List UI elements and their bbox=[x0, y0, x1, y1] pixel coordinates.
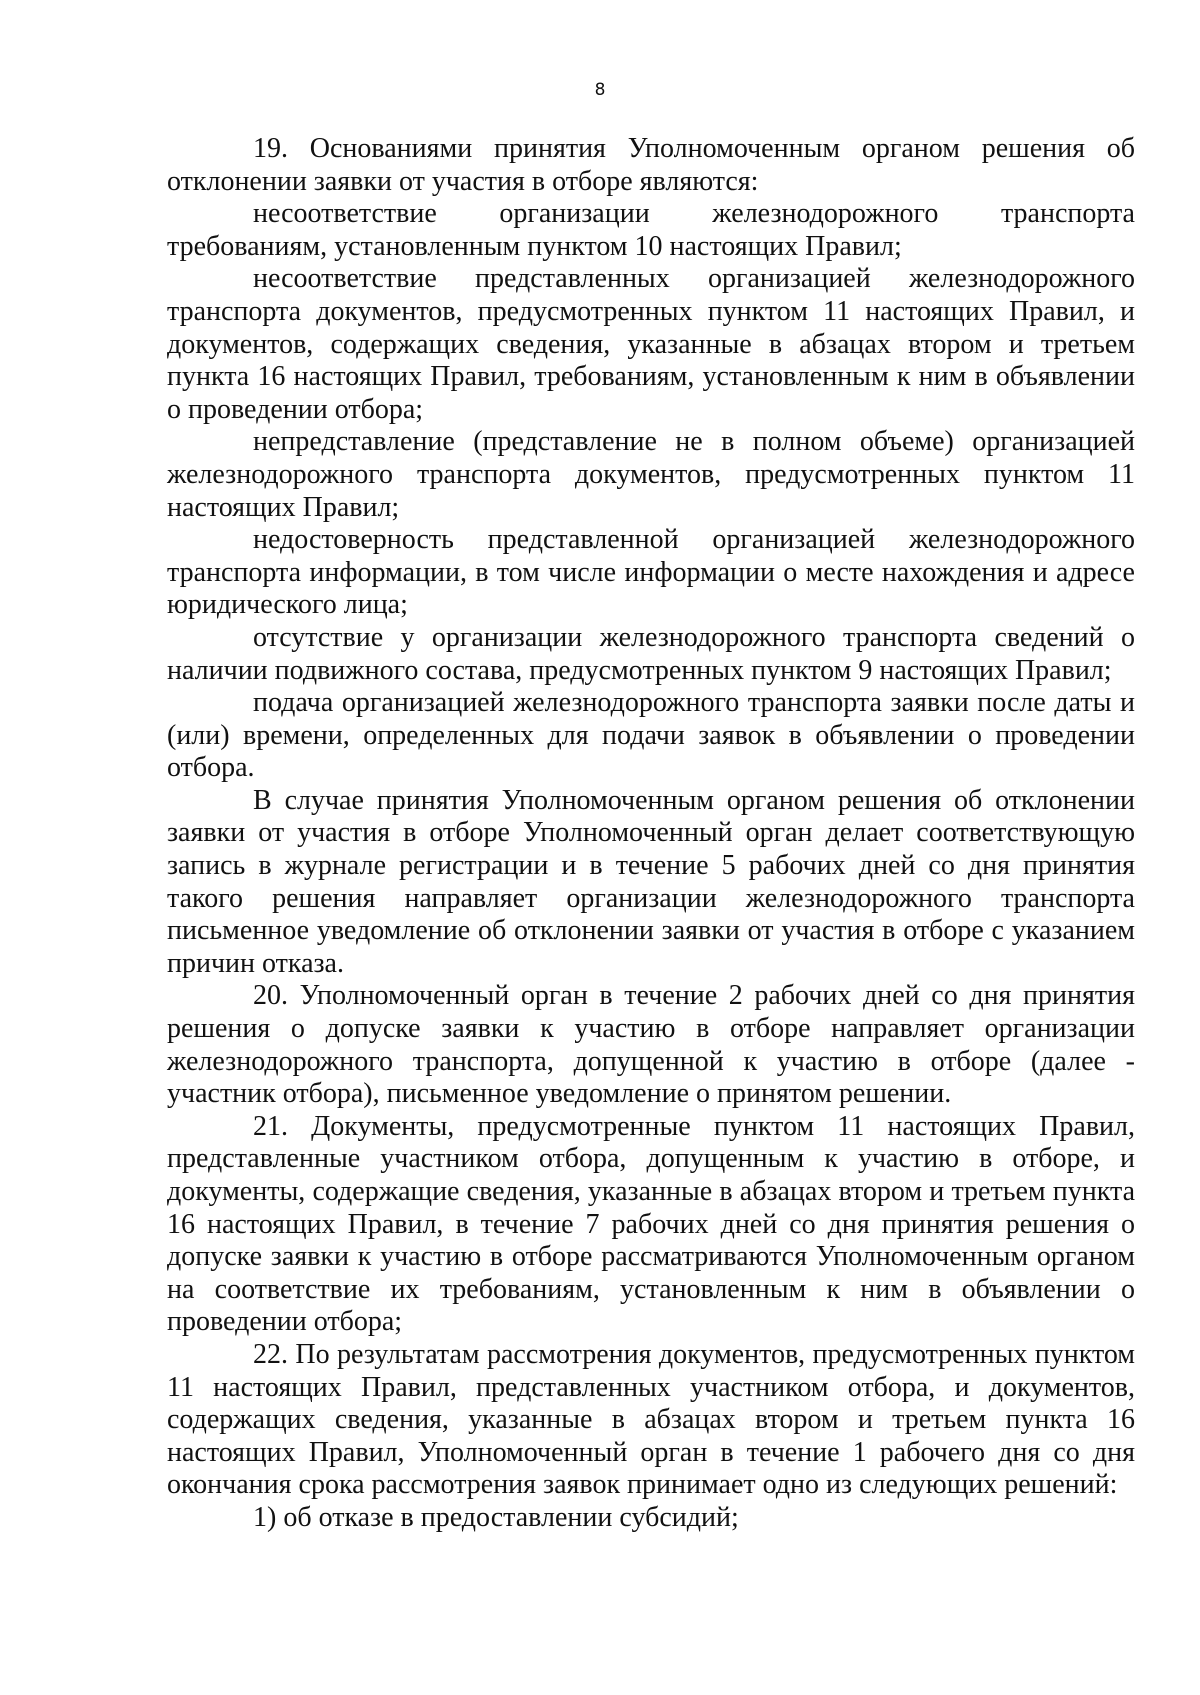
paragraph-rejection-procedure: В случае принятия Уполномоченным органом решения об отклонении заявки от участия в отборе Уполномоченный орган делает соответствующую запись в журнале регистрации и в течение 5 рабочих дней со дня принятия такого решения направляет организации железнодорожного транспорта письменное уведомление об отклонении заявки от участия в отборе с указанием причин отказа. bbox=[167, 784, 1135, 979]
paragraph-ground-requirements: несоответствие организации железнодорожного транспорта требованиям, установленным пунктом 10 настоящих Правил; bbox=[167, 198, 1135, 262]
paragraph-21: 21. Документы, предусмотренные пунктом 11 настоящих Правил, представленные участником отбора, допущенным к участию в отборе, и документы, содержащие сведения, указанные в абзацах втором и третьем пункта 16 настоящих Правил, в течение 7 рабочих дней со дня принятия решения о допуске заявки к участию в отборе рассматриваются Уполномоченным органом на соответствие их требованиям, установленным к ним в объявлении о проведении отбора; bbox=[167, 1110, 1135, 1338]
paragraph-20: 20. Уполномоченный орган в течение 2 рабочих дней со дня принятия решения о допуске заявки к участию в отборе направляет организации железнодорожного транспорта, допущенной к участию в отборе (далее - участник отбора), письменное уведомление о принятом решении. bbox=[167, 980, 1135, 1110]
paragraph-19-intro: 19. Основаниями принятия Уполномоченным органом решения об отклонении заявки от участия в отборе являются: bbox=[167, 133, 1135, 197]
paragraph-22: 22. По результатам рассмотрения документов, предусмотренных пунктом 11 настоящих Правил, представленных участником отбора, и документов, содержащих сведения, указанные в абзацах втором и третьем пункта 16 настоящих Правил, Уполномоченный орган в течение 1 рабочего дня со дня окончания срока рассмотрения заявок принимает одно из следующих решений: bbox=[167, 1338, 1135, 1501]
document-body bbox=[167, 133, 1135, 1535]
paragraph-ground-rolling-stock: отсутствие у организации железнодорожного транспорта сведений о наличии подвижного состава, предусмотренных пунктом 9 настоящих Правил; bbox=[167, 621, 1135, 686]
paragraph-22-item-1: 1) об отказе в предоставлении субсидий; bbox=[253, 1501, 739, 1533]
paragraph-ground-documents-mismatch: несоответствие представленных организацией железнодорожного транспорта документов, предусмотренных пунктом 11 настоящих Правил, и документов, содержащих сведения, указанные в абзацах втором и третьем пункта 16 настоящих Правил, требованиям, установленным к ним в объявлении о проведении отбора; bbox=[167, 263, 1135, 425]
paragraph-ground-false-information: недостоверность представленной организацией железнодорожного транспорта информации, в том числе информации о месте нахождения и адресе юридического лица; bbox=[167, 524, 1135, 621]
page-number: 8 bbox=[594, 80, 606, 100]
paragraph-ground-documents-missing: непредставление (представление не в полном объеме) организацией железнодорожного транспорта документов, предусмотренных пунктом 11 настоящих Правил; bbox=[167, 426, 1135, 523]
paragraph-ground-late-submission: подача организацией железнодорожного транспорта заявки после даты и (или) времени, определенных для подачи заявок в объявлении о проведении отбора. bbox=[167, 687, 1135, 784]
